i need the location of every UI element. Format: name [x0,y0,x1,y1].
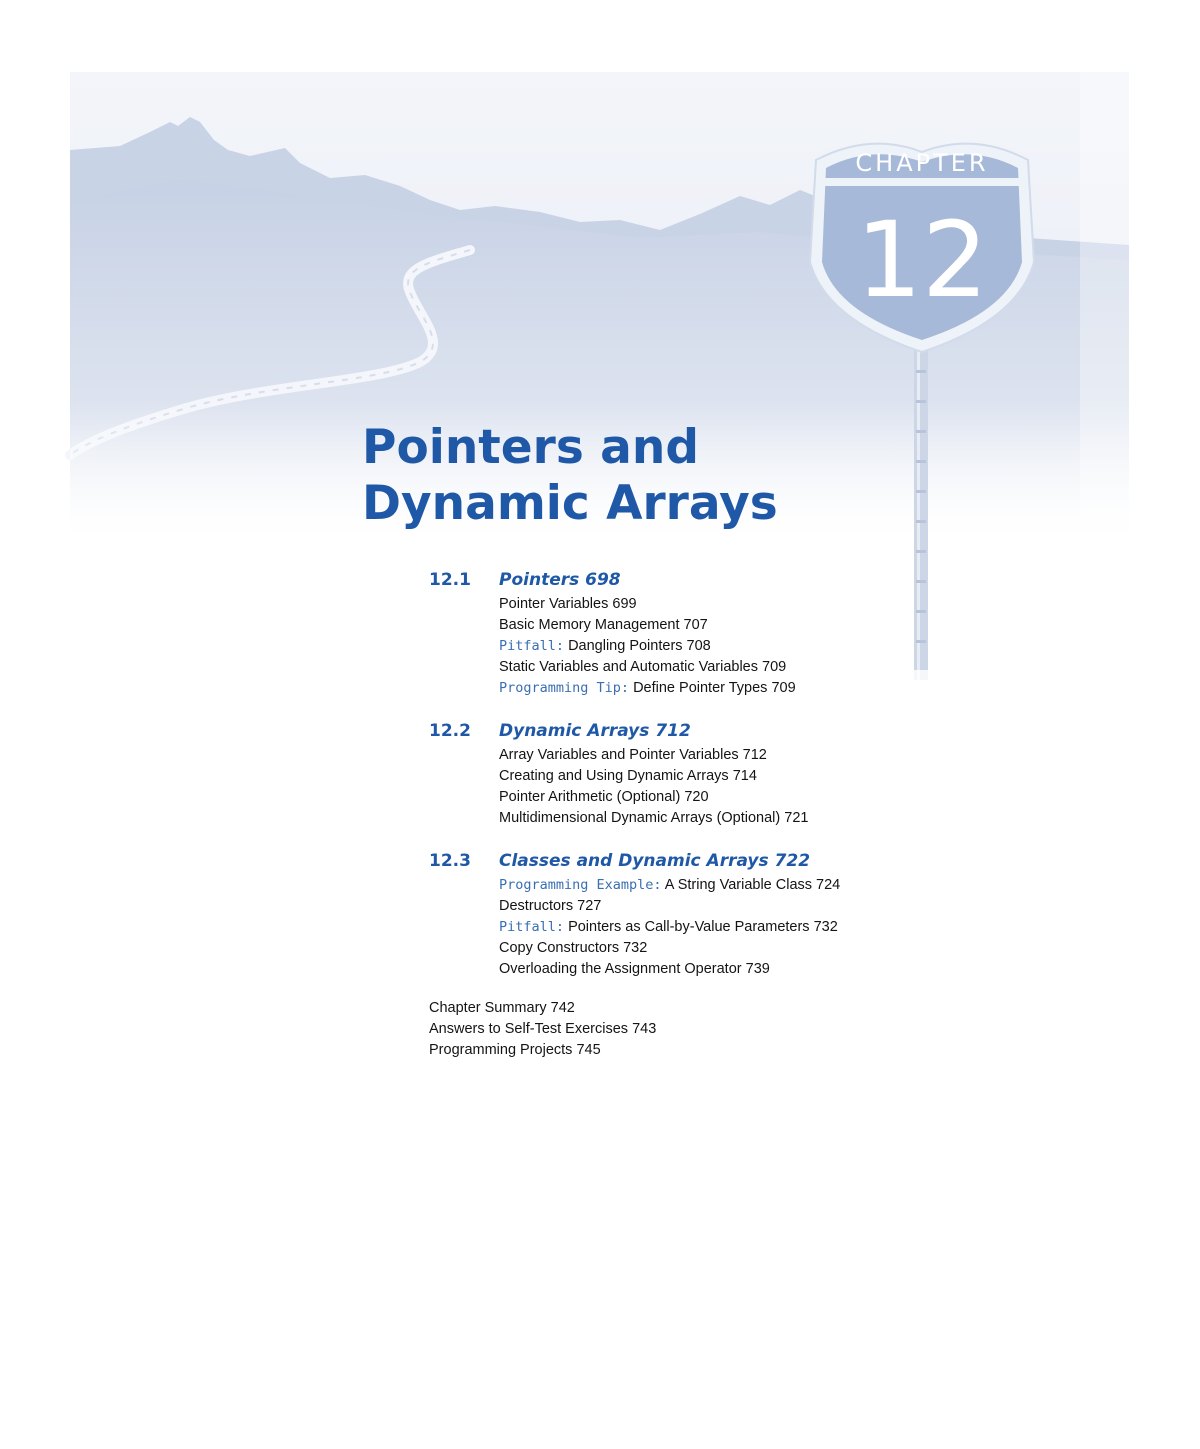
toc-section [429,717,989,829]
chapter-title [362,420,778,532]
item-text: Static Variables and Automatic Variables 709 [499,659,787,675]
toc-item[interactable] [499,917,989,938]
item-text: Multidimensional Dynamic Arrays (Optional) 721 [499,810,809,826]
section-title[interactable]: Classes and Dynamic Arrays 722 [499,851,811,871]
toc-item[interactable] [499,745,989,766]
item-tag: Pitfall: [499,919,565,935]
section-title[interactable]: Dynamic Arrays 712 [499,721,691,741]
toc-item[interactable] [499,615,989,636]
item-text: Destructors 727 [499,898,602,914]
section-number: 12.2 [429,721,471,741]
toc-section [429,566,989,699]
toc-item[interactable] [499,959,989,980]
sign-chapter-label: CHAPTER [855,149,989,177]
toc-item[interactable] [499,636,989,657]
section-title[interactable]: Pointers 698 [499,570,621,590]
toc-item[interactable] [499,594,989,615]
chapter-number: 12 [855,199,989,321]
item-text: Dangling Pointers 708 [568,638,711,654]
toc-item[interactable] [499,808,989,829]
chapter-title-line1: Pointers and [362,420,699,475]
section-number: 12.3 [429,851,471,871]
item-text: Basic Memory Management 707 [499,617,708,633]
table-of-contents [429,566,989,1061]
end-matter-item[interactable]: Answers to Self-Test Exercises 743 [429,1021,657,1037]
item-text: A String Variable Class 724 [664,877,841,893]
item-text: Copy Constructors 732 [499,940,648,956]
toc-item[interactable] [499,896,989,917]
item-text: Array Variables and Pointer Variables 712 [499,747,767,763]
toc-item[interactable] [499,678,989,699]
end-matter-item[interactable]: Programming Projects 745 [429,1042,601,1058]
item-text: Pointers as Call-by-Value Parameters 732 [568,919,838,935]
toc-item[interactable] [499,657,989,678]
end-matter-item[interactable]: Chapter Summary 742 [429,1000,575,1016]
toc-item[interactable] [499,938,989,959]
toc-item[interactable] [499,875,989,896]
item-text: Overloading the Assignment Operator 739 [499,961,770,977]
item-text: Creating and Using Dynamic Arrays 714 [499,768,757,784]
item-tag: Programming Example: [499,877,662,893]
end-matter [429,998,989,1061]
chapter-title-line2: Dynamic Arrays [362,476,778,531]
item-text: Pointer Variables 699 [499,596,637,612]
section-number: 12.1 [429,570,471,590]
toc-item[interactable] [499,766,989,787]
item-text: Define Pointer Types 709 [633,680,796,696]
item-text: Pointer Arithmetic (Optional) 720 [499,789,709,805]
item-tag: Programming Tip: [499,680,630,696]
item-tag: Pitfall: [499,638,565,654]
toc-section [429,847,989,980]
toc-item[interactable] [499,787,989,808]
